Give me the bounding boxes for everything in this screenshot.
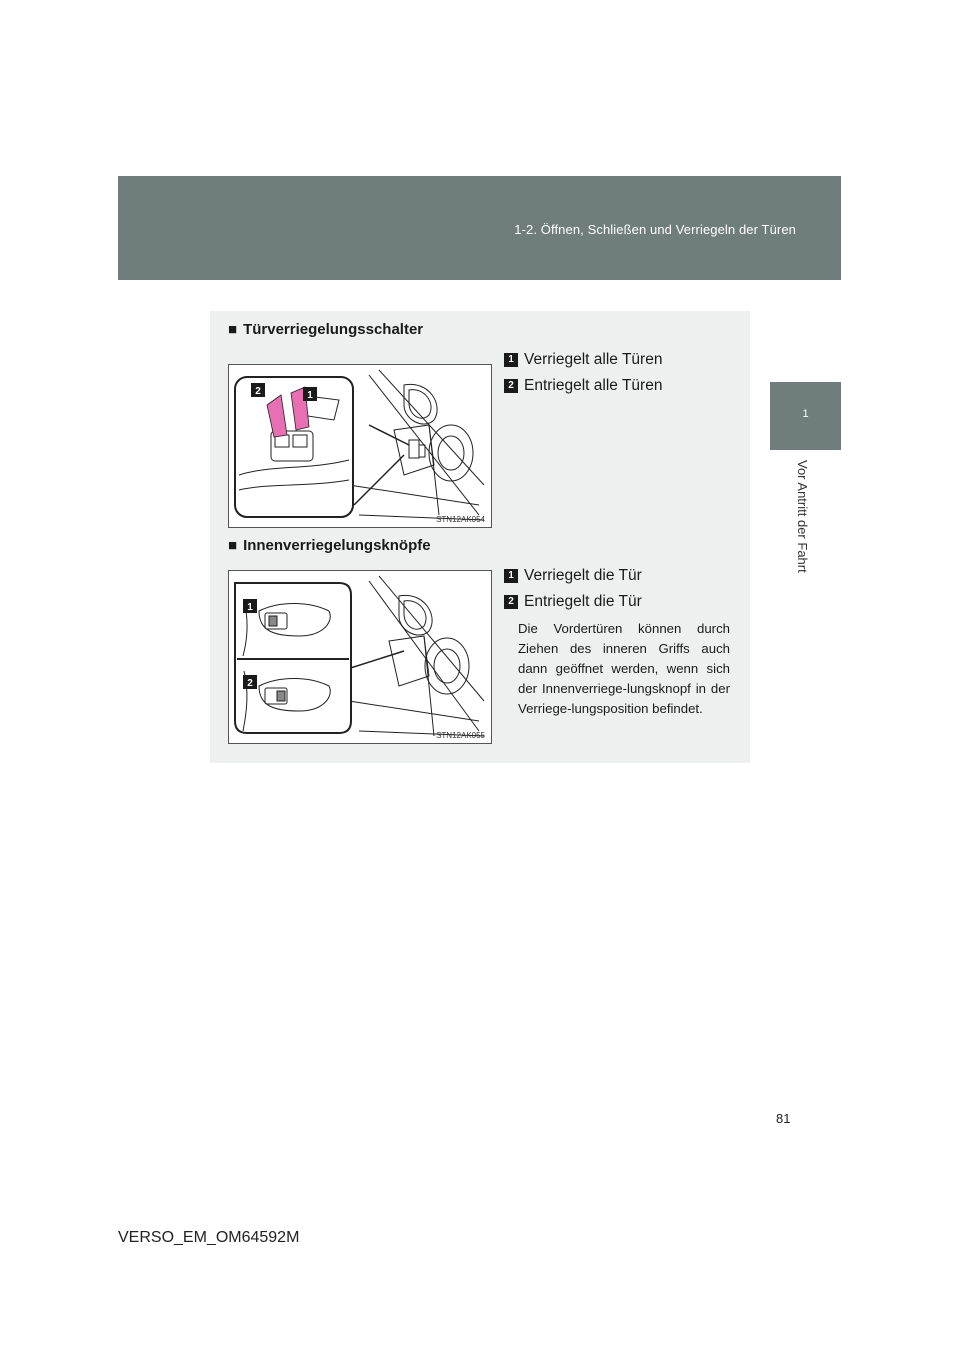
- note-paragraph: Die Vordertüren können durch Ziehen des inneren Griffs auch dann geöffnet werden, wenn sich der Innenverriege-lungsknopf in der Verriege-lungsposition befindet.: [518, 621, 730, 716]
- step-item: [504, 373, 734, 399]
- step-text: Entriegelt alle Türen: [524, 377, 663, 394]
- svg-text:2: 2: [247, 678, 253, 689]
- step-item: [504, 347, 734, 373]
- svg-text:1: 1: [307, 390, 313, 401]
- section-heading-inside-lock-buttons: [228, 537, 431, 554]
- svg-text:1: 1: [247, 602, 253, 613]
- section-heading-door-lock-switch: [228, 321, 423, 338]
- heading-text: Türverriegelungsschalter: [243, 321, 424, 338]
- document-code: VERSO_EM_OM64592M: [118, 1229, 300, 1246]
- section-title: 1-2. Öffnen, Schließen und Verriegeln der Türen: [514, 222, 796, 237]
- door-switch-drawing: [229, 365, 491, 527]
- step-number-badge: 2: [504, 379, 518, 393]
- step-text: Verriegelt alle Türen: [524, 351, 663, 368]
- heading-text: Innenverriegelungsknöpfe: [243, 537, 431, 554]
- page-number: 81: [776, 1111, 791, 1126]
- chapter-tab: [770, 382, 841, 450]
- step-text: Entriegelt die Tür: [524, 593, 642, 610]
- image-code: STN12AK055: [436, 731, 485, 740]
- chapter-label-container: [795, 460, 815, 590]
- content-panel: [210, 311, 750, 763]
- image-code: STN12AK054: [436, 515, 485, 524]
- square-bullet-icon: ■: [228, 537, 238, 554]
- step-number-badge: 1: [504, 569, 518, 583]
- door-lock-switch-illustration: [228, 364, 492, 528]
- inside-lock-button-illustration: [228, 570, 492, 744]
- step-number-badge: 2: [504, 595, 518, 609]
- step-text: Verriegelt die Tür: [524, 567, 642, 584]
- steps-inside-lock-buttons: [504, 563, 734, 615]
- step-item: [504, 563, 734, 589]
- chapter-label: Vor Antritt der Fahrt: [795, 460, 810, 573]
- chapter-number: 1: [802, 408, 809, 420]
- inside-lock-drawing: [229, 571, 491, 743]
- step-item: [504, 589, 734, 615]
- header-band: [118, 176, 841, 280]
- svg-text:2: 2: [255, 386, 261, 397]
- square-bullet-icon: ■: [228, 321, 238, 338]
- step-number-badge: 1: [504, 353, 518, 367]
- steps-door-lock-switch: [504, 347, 734, 399]
